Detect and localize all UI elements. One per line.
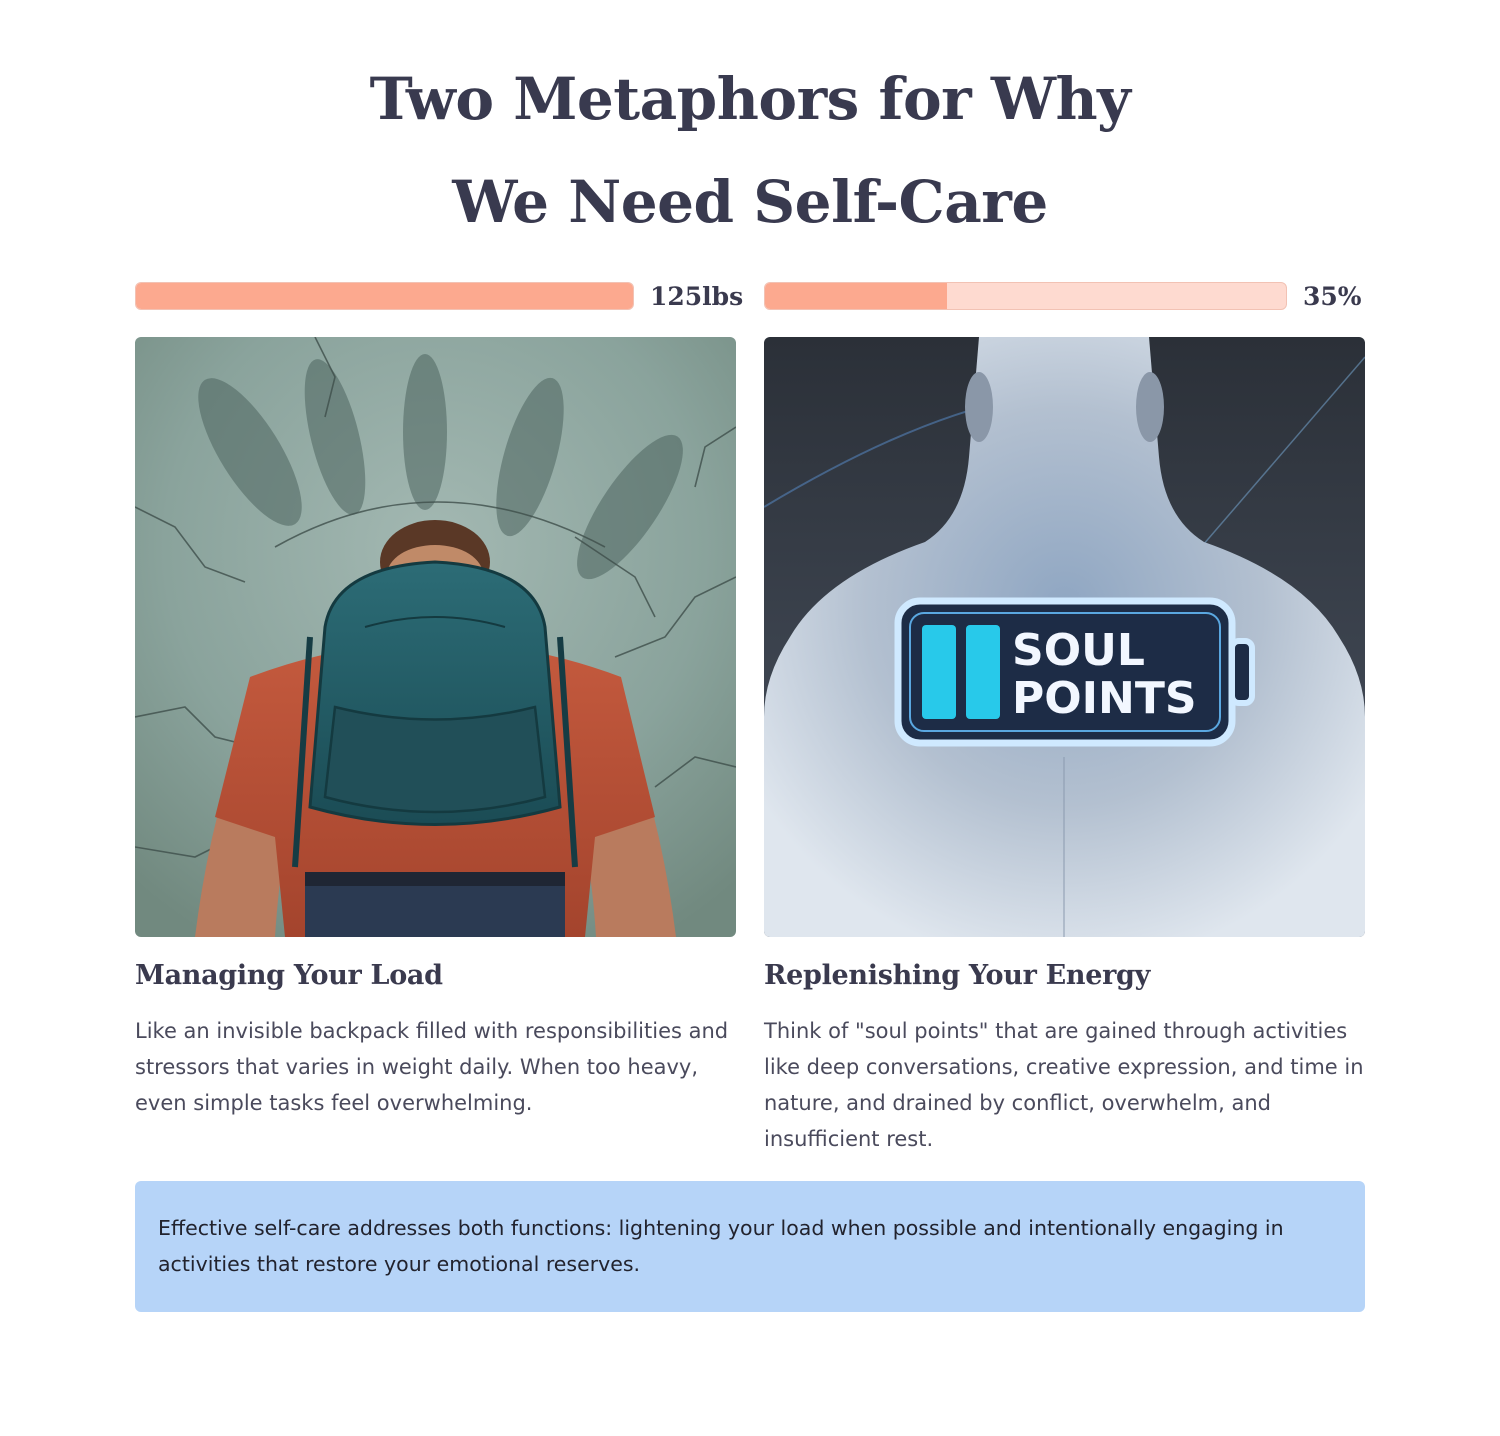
energy-meter (764, 281, 1362, 311)
energy-heading: Replenishing Your Energy (764, 960, 1150, 991)
load-meter-track (135, 282, 634, 310)
backpack-illustration (135, 337, 736, 937)
load-heading: Managing Your Load (135, 960, 443, 991)
person-with-backpack-icon (135, 337, 736, 937)
page-title-line-1: Two Metaphors for Why (369, 65, 1131, 133)
page-title-line-2: We Need Self-Care (452, 168, 1048, 236)
load-description: Like an invisible backpack filled with responsibilities and stressors that varies in weight daily. When too heavy, even simple tasks feel overwhelming. (135, 1019, 729, 1115)
soul-points-illustration (764, 337, 1365, 937)
energy-meter-label: 35% (1303, 281, 1362, 311)
energy-description: Think of "soul points" that are gained through activities like deep conversations, creative expression, and time in nature, and drained by conflict, overwhelm, and insufficient rest. (764, 1019, 1364, 1151)
battery-text-soul: SOUL (1012, 625, 1145, 676)
soul-points-battery-icon (764, 337, 1365, 937)
summary-callout (135, 1181, 1365, 1312)
battery-text-points: POINTS (1012, 673, 1197, 724)
page-title (0, 48, 1500, 254)
summary-callout-text: Effective self-care addresses both functions: lightening your load when possible and intentionally engaging in activities that restore your emotional reserves. (158, 1216, 1284, 1276)
load-meter (135, 281, 743, 311)
load-meter-fill (136, 283, 633, 309)
energy-meter-fill (765, 283, 947, 309)
load-meter-label: 125lbs (650, 281, 744, 311)
energy-meter-track (764, 282, 1287, 310)
